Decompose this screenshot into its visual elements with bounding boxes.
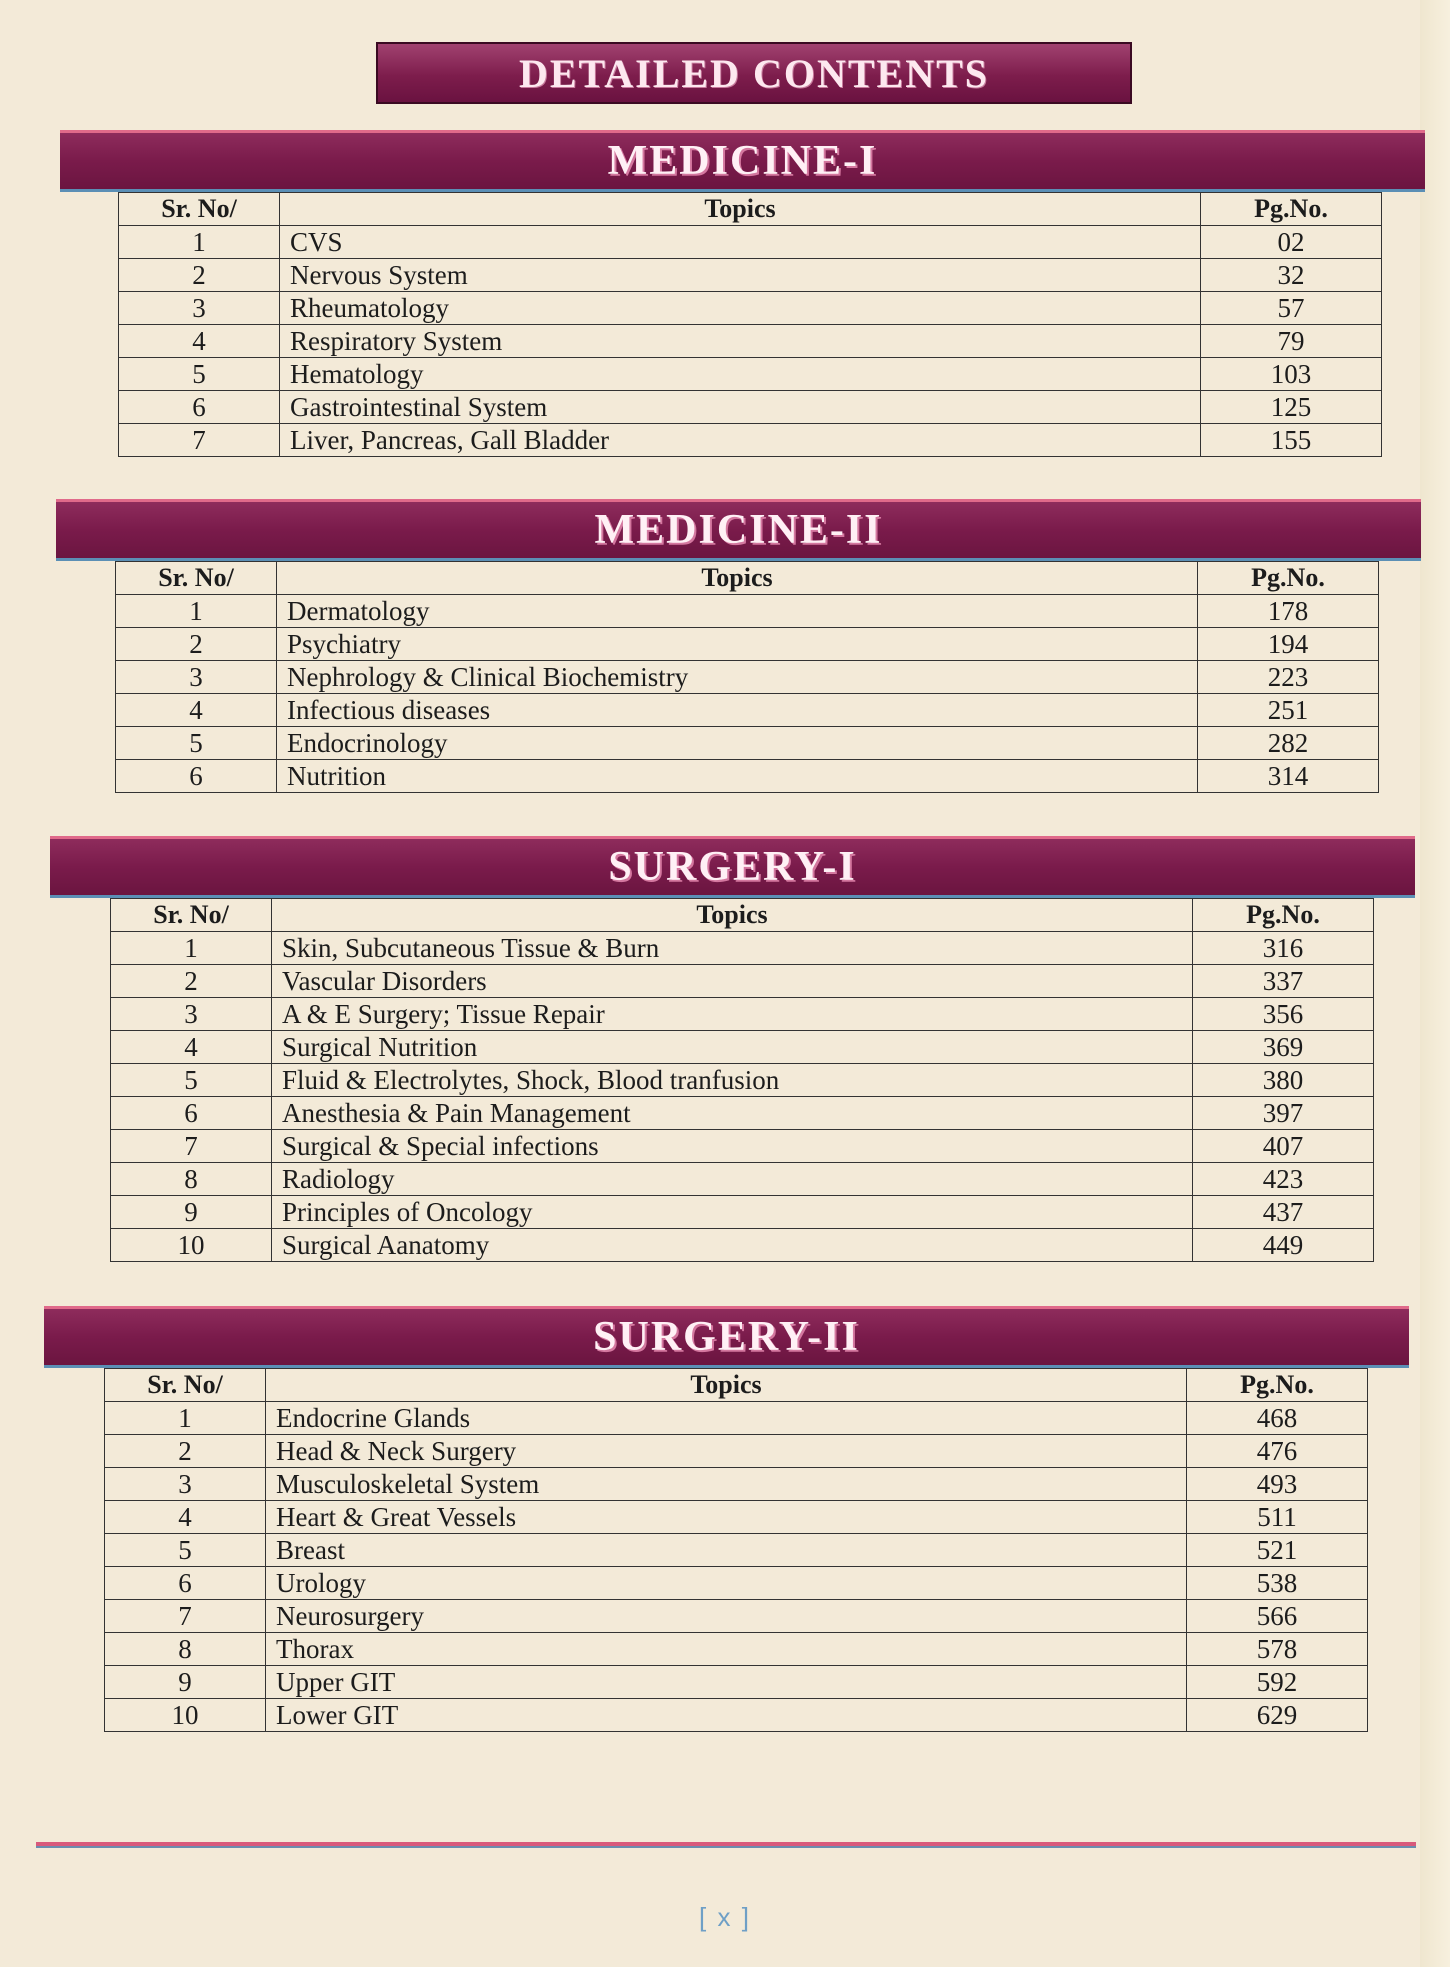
row-page-number: 578 bbox=[1187, 1633, 1368, 1666]
row-sr-no: 5 bbox=[111, 1064, 272, 1097]
row-topic: Surgical Nutrition bbox=[272, 1031, 1193, 1064]
row-sr-no: 2 bbox=[116, 628, 277, 661]
header-sr-no: Sr. No/ bbox=[116, 562, 277, 595]
row-sr-no: 6 bbox=[116, 760, 277, 793]
row-sr-no: 7 bbox=[119, 424, 280, 457]
table-row bbox=[105, 1435, 1368, 1468]
row-page-number: 449 bbox=[1193, 1229, 1374, 1262]
table-row bbox=[119, 424, 1382, 457]
row-page-number: 407 bbox=[1193, 1130, 1374, 1163]
table-row bbox=[111, 1097, 1374, 1130]
table-row bbox=[116, 628, 1379, 661]
row-sr-no: 2 bbox=[119, 259, 280, 292]
row-sr-no: 6 bbox=[105, 1567, 266, 1600]
row-topic: Nervous System bbox=[280, 259, 1201, 292]
table-row bbox=[105, 1600, 1368, 1633]
table-header-row bbox=[111, 899, 1374, 932]
section-band bbox=[60, 130, 1425, 192]
row-page-number: 223 bbox=[1198, 661, 1379, 694]
row-page-number: 155 bbox=[1201, 424, 1382, 457]
page-number: [ x ] bbox=[699, 1902, 751, 1932]
row-topic: A & E Surgery; Tissue Repair bbox=[272, 998, 1193, 1031]
contents-table bbox=[110, 898, 1374, 1262]
row-sr-no: 4 bbox=[111, 1031, 272, 1064]
table-row bbox=[116, 760, 1379, 793]
row-topic: Hematology bbox=[280, 358, 1201, 391]
row-page-number: 369 bbox=[1193, 1031, 1374, 1064]
row-sr-no: 1 bbox=[105, 1402, 266, 1435]
row-topic: CVS bbox=[280, 226, 1201, 259]
row-sr-no: 5 bbox=[119, 358, 280, 391]
header-sr-no: Sr. No/ bbox=[111, 899, 272, 932]
table-row bbox=[105, 1534, 1368, 1567]
row-sr-no: 6 bbox=[119, 391, 280, 424]
row-topic: Surgical & Special infections bbox=[272, 1130, 1193, 1163]
row-page-number: 511 bbox=[1187, 1501, 1368, 1534]
row-page-number: 282 bbox=[1198, 727, 1379, 760]
section-title: MEDICINE-I bbox=[607, 138, 878, 184]
row-sr-no: 1 bbox=[111, 932, 272, 965]
section-medicine-2 bbox=[0, 499, 1450, 793]
header-topics: Topics bbox=[280, 193, 1201, 226]
row-topic: Respiratory System bbox=[280, 325, 1201, 358]
header-topics: Topics bbox=[277, 562, 1198, 595]
row-page-number: 02 bbox=[1201, 226, 1382, 259]
row-page-number: 57 bbox=[1201, 292, 1382, 325]
section-band bbox=[50, 836, 1415, 898]
table-row bbox=[105, 1666, 1368, 1699]
row-topic: Nutrition bbox=[277, 760, 1198, 793]
row-page-number: 79 bbox=[1201, 325, 1382, 358]
row-topic: Nephrology & Clinical Biochemistry bbox=[277, 661, 1198, 694]
table-row bbox=[105, 1567, 1368, 1600]
header-topics: Topics bbox=[272, 899, 1193, 932]
row-topic: Surgical Aanatomy bbox=[272, 1229, 1193, 1262]
table-row bbox=[119, 226, 1382, 259]
row-sr-no: 6 bbox=[111, 1097, 272, 1130]
row-sr-no: 3 bbox=[119, 292, 280, 325]
table-row bbox=[105, 1699, 1368, 1732]
row-topic: Urology bbox=[266, 1567, 1187, 1600]
row-topic: Liver, Pancreas, Gall Bladder bbox=[280, 424, 1201, 457]
section-surgery-2 bbox=[0, 1306, 1450, 1732]
header-sr-no: Sr. No/ bbox=[119, 193, 280, 226]
row-page-number: 493 bbox=[1187, 1468, 1368, 1501]
table-row bbox=[105, 1468, 1368, 1501]
row-sr-no: 2 bbox=[111, 965, 272, 998]
row-topic: Upper GIT bbox=[266, 1666, 1187, 1699]
row-sr-no: 2 bbox=[105, 1435, 266, 1468]
table-row bbox=[111, 1031, 1374, 1064]
table-row bbox=[119, 292, 1382, 325]
table-header-row bbox=[105, 1369, 1368, 1402]
table-body bbox=[105, 1402, 1368, 1732]
row-topic: Musculoskeletal System bbox=[266, 1468, 1187, 1501]
row-topic: Breast bbox=[266, 1534, 1187, 1567]
row-topic: Radiology bbox=[272, 1163, 1193, 1196]
row-sr-no: 1 bbox=[119, 226, 280, 259]
table-row bbox=[111, 1229, 1374, 1262]
row-page-number: 629 bbox=[1187, 1699, 1368, 1732]
row-sr-no: 3 bbox=[105, 1468, 266, 1501]
row-topic: Head & Neck Surgery bbox=[266, 1435, 1187, 1468]
section-title: SURGERY-II bbox=[593, 1314, 860, 1360]
row-topic: Neurosurgery bbox=[266, 1600, 1187, 1633]
row-page-number: 103 bbox=[1201, 358, 1382, 391]
row-topic: Vascular Disorders bbox=[272, 965, 1193, 998]
row-topic: Thorax bbox=[266, 1633, 1187, 1666]
row-sr-no: 4 bbox=[116, 694, 277, 727]
row-sr-no: 3 bbox=[116, 661, 277, 694]
section-band bbox=[44, 1306, 1409, 1368]
row-topic: Psychiatry bbox=[277, 628, 1198, 661]
row-topic: Endocrinology bbox=[277, 727, 1198, 760]
row-topic: Fluid & Electrolytes, Shock, Blood tranfusion bbox=[272, 1064, 1193, 1097]
table-row bbox=[111, 1064, 1374, 1097]
row-topic: Heart & Great Vessels bbox=[266, 1501, 1187, 1534]
row-sr-no: 9 bbox=[111, 1196, 272, 1229]
row-sr-no: 8 bbox=[105, 1633, 266, 1666]
contents-table bbox=[104, 1368, 1368, 1732]
section-title: MEDICINE-II bbox=[594, 507, 883, 553]
table-row bbox=[111, 965, 1374, 998]
page-title-banner bbox=[376, 42, 1132, 104]
row-page-number: 337 bbox=[1193, 965, 1374, 998]
row-sr-no: 8 bbox=[111, 1163, 272, 1196]
table-row bbox=[119, 259, 1382, 292]
row-sr-no: 4 bbox=[105, 1501, 266, 1534]
row-topic: Rheumatology bbox=[280, 292, 1201, 325]
row-page-number: 125 bbox=[1201, 391, 1382, 424]
header-pg-no: Pg.No. bbox=[1201, 193, 1382, 226]
row-topic: Endocrine Glands bbox=[266, 1402, 1187, 1435]
row-page-number: 538 bbox=[1187, 1567, 1368, 1600]
header-pg-no: Pg.No. bbox=[1187, 1369, 1368, 1402]
table-row bbox=[105, 1402, 1368, 1435]
row-page-number: 592 bbox=[1187, 1666, 1368, 1699]
row-sr-no: 5 bbox=[116, 727, 277, 760]
section-surgery-1 bbox=[0, 836, 1450, 1262]
footer-rule bbox=[36, 1842, 1416, 1848]
header-pg-no: Pg.No. bbox=[1198, 562, 1379, 595]
table-body bbox=[116, 595, 1379, 793]
table-row bbox=[116, 595, 1379, 628]
row-page-number: 194 bbox=[1198, 628, 1379, 661]
row-sr-no: 10 bbox=[105, 1699, 266, 1732]
row-page-number: 251 bbox=[1198, 694, 1379, 727]
table-row bbox=[111, 1196, 1374, 1229]
row-topic: Dermatology bbox=[277, 595, 1198, 628]
row-sr-no: 4 bbox=[119, 325, 280, 358]
contents-table bbox=[115, 561, 1379, 793]
header-sr-no: Sr. No/ bbox=[105, 1369, 266, 1402]
table-body bbox=[119, 226, 1382, 457]
row-page-number: 423 bbox=[1193, 1163, 1374, 1196]
table-header-row bbox=[116, 562, 1379, 595]
row-sr-no: 5 bbox=[105, 1534, 266, 1567]
table-header-row bbox=[119, 193, 1382, 226]
row-page-number: 566 bbox=[1187, 1600, 1368, 1633]
row-topic: Infectious diseases bbox=[277, 694, 1198, 727]
table-row bbox=[111, 1130, 1374, 1163]
header-topics: Topics bbox=[266, 1369, 1187, 1402]
row-sr-no: 7 bbox=[111, 1130, 272, 1163]
row-page-number: 476 bbox=[1187, 1435, 1368, 1468]
section-band bbox=[56, 499, 1421, 561]
row-topic: Skin, Subcutaneous Tissue & Burn bbox=[272, 932, 1193, 965]
row-topic: Lower GIT bbox=[266, 1699, 1187, 1732]
row-sr-no: 7 bbox=[105, 1600, 266, 1633]
row-page-number: 32 bbox=[1201, 259, 1382, 292]
row-page-number: 468 bbox=[1187, 1402, 1368, 1435]
section-title: SURGERY-I bbox=[608, 844, 857, 890]
table-row bbox=[119, 358, 1382, 391]
row-page-number: 521 bbox=[1187, 1534, 1368, 1567]
table-row bbox=[119, 325, 1382, 358]
row-sr-no: 3 bbox=[111, 998, 272, 1031]
row-page-number: 437 bbox=[1193, 1196, 1374, 1229]
row-page-number: 356 bbox=[1193, 998, 1374, 1031]
table-row bbox=[111, 998, 1374, 1031]
row-sr-no: 10 bbox=[111, 1229, 272, 1262]
table-row bbox=[105, 1501, 1368, 1534]
row-topic: Anesthesia & Pain Management bbox=[272, 1097, 1193, 1130]
page-title: DETAILED CONTENTS bbox=[518, 50, 990, 96]
table-row bbox=[116, 727, 1379, 760]
row-page-number: 316 bbox=[1193, 932, 1374, 965]
row-page-number: 397 bbox=[1193, 1097, 1374, 1130]
row-sr-no: 1 bbox=[116, 595, 277, 628]
row-page-number: 314 bbox=[1198, 760, 1379, 793]
row-topic: Principles of Oncology bbox=[272, 1196, 1193, 1229]
header-pg-no: Pg.No. bbox=[1193, 899, 1374, 932]
row-page-number: 380 bbox=[1193, 1064, 1374, 1097]
table-row bbox=[119, 391, 1382, 424]
table-row bbox=[111, 1163, 1374, 1196]
contents-table bbox=[118, 192, 1382, 457]
row-topic: Gastrointestinal System bbox=[280, 391, 1201, 424]
table-row bbox=[116, 661, 1379, 694]
table-row bbox=[116, 694, 1379, 727]
table-body bbox=[111, 932, 1374, 1262]
table-row bbox=[105, 1633, 1368, 1666]
table-row bbox=[111, 932, 1374, 965]
row-sr-no: 9 bbox=[105, 1666, 266, 1699]
section-medicine-1 bbox=[0, 130, 1450, 457]
row-page-number: 178 bbox=[1198, 595, 1379, 628]
